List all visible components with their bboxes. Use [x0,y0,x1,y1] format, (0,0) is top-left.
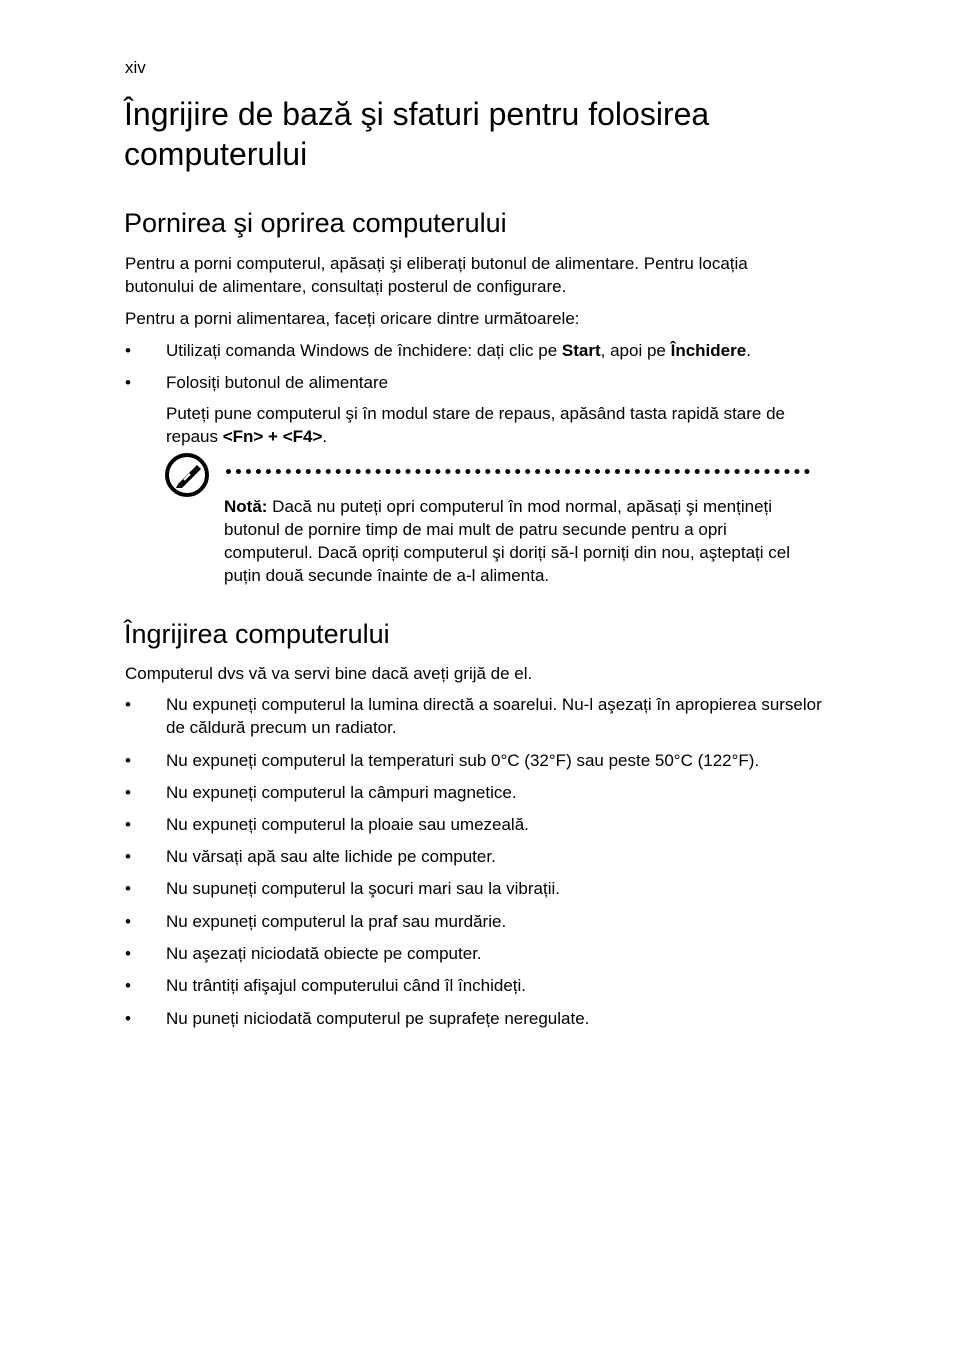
bullet-icon: • [125,341,131,360]
bullet-icon: • [125,751,131,770]
list-item-text: Utilizați comanda Windows de închidere: dați clic pe Start, apoi pe Închidere. [166,341,751,360]
bullet-icon: • [125,944,131,963]
list-item-text: Nu expuneți computerul la temperaturi sub 0°C (32°F) sau peste 50°C (122°F). [166,751,760,770]
list-item-text: Nu expuneți computerul la lumina directă a soarelui. Nu-l aşezați în apropierea surselor de căldură precum un radiator. [166,695,822,737]
note-label: Notă: [224,497,268,516]
list-item-text: Nu expuneți computerul la câmpuri magnetice. [166,783,517,802]
list-item-text: Nu vărsați apă sau alte lichide pe computer. [166,847,496,866]
list-item-text: Nu aşezați niciodată obiecte pe computer. [166,944,482,963]
bullet-icon: • [125,695,131,714]
start-label: Start [561,341,601,360]
section-heading-care: Îngrijirea computerului [124,619,390,649]
page-title: Îngrijire de bază şi sfaturi pentru folosirea computerului [124,96,710,172]
section-heading-power: Pornirea şi oprirea computerului [124,208,507,238]
bullet-icon: • [125,912,131,931]
list-item-text: Nu puneți niciodată computerul pe suprafețe neregulate. [166,1009,590,1028]
paragraph-power-button: Pentru a porni computerul, apăsați şi eliberați butonul de alimentare. Pentru locația butonului de alimentare, consultați posterul de configurare. [125,254,748,296]
bullet-icon: • [125,879,131,898]
bullet-icon: • [125,847,131,866]
note-icon [164,452,212,500]
list-item-text: Nu supuneți computerul la şocuri mari sau la vibrații. [166,879,561,898]
paragraph-power-options: Pentru a porni alimentarea, faceți oricare dintre următoarele: [125,309,580,328]
bullet-icon: • [125,373,131,392]
list-item-text: Nu expuneți computerul la praf sau murdărie. [166,912,507,931]
list-item-text: Nu trântiți afişajul computerului când îl închideți. [166,976,527,995]
hotkey-label: <Fn> + <F4> [222,427,323,446]
list-item-text: Folosiți butonul de alimentare [166,373,389,392]
bullet-icon: • [125,783,131,802]
bullet-icon: • [125,815,131,834]
note-divider [226,469,810,474]
shutdown-label: Închidere [670,341,747,360]
list-item-text: Nu expuneți computerul la ploaie sau umezeală. [166,815,529,834]
bullet-icon: • [125,976,131,995]
note-text: Notă: Dacă nu puteți opri computerul în mod normal, apăsați şi mențineți butonul de pornire timp de mai mult de patru secunde pentru a opri computerul. Dacă opriți computerul şi doriți să-l porniți din nou, aşteptați cel puțin două secunde înainte de a-l alimenta. [224,497,790,585]
page-number: xiv [125,58,146,77]
paragraph-care-intro: Computerul dvs vă va servi bine dacă aveți grijă de el. [125,664,533,683]
paragraph-sleep-mode: Puteți pune computerul şi în modul stare de repaus, apăsând tasta rapidă stare de repaus <Fn> + <F4>. [166,404,785,446]
bullet-icon: • [125,1009,131,1028]
